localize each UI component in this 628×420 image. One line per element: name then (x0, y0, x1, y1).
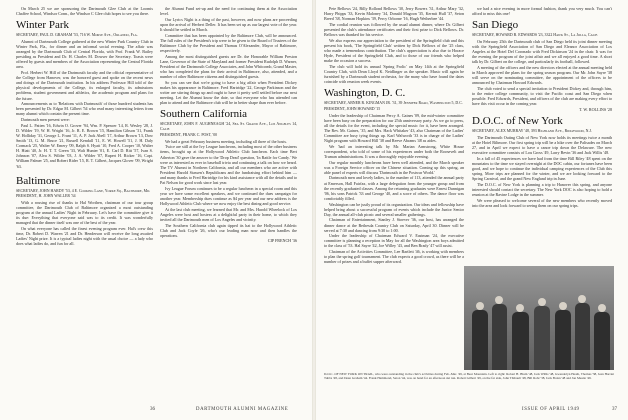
paragraph: The club will hold its annual 'Spring Frolic' on May 14th at the Springfield Country Club, with Dean Lloyd K. Neidlinger as the speaker. Music will again be furnished by a Dartmouth student orchestra, for the many who have found the dates coincide with reunion week events. (324, 63, 464, 85)
photo-caption: D.O.C. OF NEW YORK ON TRAIL, who were outstanding in the club's activities during Feb.-Mar. '49, at Bear Mountain. Left to right: Robert H. Blum '48, Jack Willis '48, Gwendolyn Heath, Thomas '38, Jean Harriet Tubbs '48, and Dean Graham '44. Frank Hammond, Seton '44, was on hand for an afternoon ski run. Robert Gilbert '49, on the far side, John Thibault '48, Bill Rohr '38, Jack Bolan '48 and Jan Meade '49. (324, 372, 614, 380)
person-head (538, 298, 546, 306)
section-dateline: SECRETARY, JOHN HARDY '53, 4 E. Cooking Lane, Yorke Sq., Baltimore, Md. (16, 188, 151, 193)
paragraph: In a fall of 45 experiences we have had from the time Bill Riley '48 spent on the mountains to the time we stayed overnight at the DOC cabin, our fortunes have been good, and we hope to continue the individual camping experiences of the Club this spring. More trips are planned for the winter, and we are looking forward to the Spring Carnival, and the grand New England trip in June. (472, 155, 612, 181)
person-figure (575, 303, 590, 370)
person-head (476, 302, 484, 310)
page-number-left: 36 (150, 407, 155, 412)
paragraph: On February 25th the Dartmouth club of San Diego held its joint dinner meeting with the Springfield Association of San Diego and Eleanor Association of Los Angeles at the Hotel Del Coronado with Fred Dickinson '24 in the chair. It was for the evening the program of the joint affair and we all enjoyed a good time. A short talk by Dr. Gilbert on the college, and particularly its football, followed. (472, 38, 612, 65)
paragraph: We also express our appreciation to the president of the Springfield club and this present his book, 'The Springfield Club' written by Dick Bellows of the '25 class, who made a tremendous contribution. The club's appreciation is also due to Horace Hyde, President of the Springfield Club, and to those of our friends who helped make the occasion a success. (324, 37, 464, 64)
section-heading-doc-new-york: D.O.C. of New York (472, 114, 563, 127)
paragraph: Our Lyrics Night is a thing of the past, however, and now plans are proceeding upon the arrival of Herbert Deller. It has been set up as our largest vote of the year. It should be settled in March. (160, 16, 297, 32)
section-heading-baltimore: Baltimore (16, 174, 60, 187)
paragraph: On what everyone has called the finest evening program ever. Hal's crew this time, Dr. Robert D. Warren '21 and Dr. Henderson will receive the long awaited Ladies' Night prize. It is a typical ladies night with the usual choice — a lady who does what ladies do, and fun for all. (16, 226, 153, 247)
paragraph: The cordial reunion was followed by the usual alumni dinner, where Dr. Gilbert presented the club's attendance certificates and their first prize to Dick Bellows. Dr. Bellows was thanked for his service. (324, 21, 464, 38)
person-head (559, 302, 567, 310)
person-figure (555, 310, 571, 370)
paragraph: Among the most distinguished guests are Dr. the Honorable William Preston Lane, Governor of the State of Maryland and former President Rudolph D. Warner, President of the Dartmouth College Associates, and John Whitcomb, Grand Master, who has completed the plans for their arrival in Baltimore, also, attended, and a number of other Baltimore citizens and distinguished guests. (160, 53, 297, 79)
paragraph: Prof. Herbert W. Hill of the Dartmouth faculty and the official representative of the College from Hanover, was the honored guest and spoke on the recent news and doings of the Dartmouth institution. In his address Professor Hill told of the physical developments of the College, its enlarged faculty, its admissions problems, student government and athletics, the academic program and plans for the future. (16, 70, 153, 101)
section-dateline: SECRETARY, HOWARD B. EDWARDS '23, 3322 Hawk St., La Jolla, Calif. (472, 33, 599, 38)
paragraph: We 'had an interesting talk by Mr. Marian Armstrong, White House correspondent, who told of some of his experiences under both the Roosevelt and Truman administrations. It was a thoroughly enjoyable evening. (324, 143, 464, 159)
section-dateline: PRESIDENT, FRANK C. POST, '00 (160, 132, 218, 137)
paragraph: Chairman of Entertainment, Stanley J. Stoever '36, our host, has arranged the dinner dance at the Bethesda Country Club on Saturday, April 30. Dinner will be served at 7:30 and dancing from 9:30 to 1:00. (324, 217, 464, 233)
paragraph: With a rousing rise of thanks to Hal Worthen, chairman of our tour group committee, the Dartmouth Club of Baltimore organized a most outstanding program at the annual Ladies' Night in February. Let's have the committee give it its due: Everything that everyone said was to its credit. It was wonderfully managed that the dinner itself was one of the best of the year. (16, 199, 153, 226)
person-head (598, 304, 606, 312)
paragraph: Announcements as to 'Relations with Dartmouth' of those hundred students has been presented by Dr. Edgar M. Gilbert '54 who read many interesting letters from many alumni which contain the present time. (16, 101, 153, 117)
paragraph: We were pleased to welcome several of the new members who recently moved into the area and look forward to seeing them on our spring trips. (472, 197, 612, 208)
right-column-1 (324, 6, 464, 404)
person-figure (512, 312, 529, 370)
person-figure (492, 304, 507, 370)
paragraph: Pete Bellows '24, Billy Rollond Bellows '30, Jerry Bowers '31, Arthur Mary '32, Harry Phipps '33, Kevin Maloney '34, Donald Magoon '35, Kermit Hull '37, Seton Breed '38, Norman Hopkins '39, Percy Orborne '16, Hugh Wetherbee '44. (324, 6, 464, 22)
right-column-2 (472, 6, 612, 256)
paragraph: Chairman of the Activities Committee, Lee Bartlett '46, is working with members to plan the spring golf tournament. The club expects a good crowd, as there will be a number of prizes and a buffet supper afterward. (324, 249, 464, 265)
paragraph: A meeting of the officers and the new directors elected at the annual meeting held in March approved the plans for the spring season program. Our Mr. John Sayre '38 will serve on the nominating committee, the appointment of the officers to be announced by Chairman Howard Edwards. (472, 64, 612, 86)
paragraph: Committee that has been appointed by the Baltimore Club, will be announced. The full rules of the President's trip were to be given to the Board of Trustees of the Baltimore Club by the President and Thomas O'Alexander, Mayor of Baltimore, respectively. (160, 32, 297, 53)
person-head (578, 295, 586, 303)
section-dateline: SECRETARY, ALEX MURRAY '48, 393 Highland Ave., Ridgewood, N.J. (472, 128, 592, 133)
section-heading-southern-california: Southern California (160, 108, 248, 121)
signature: T. W. ROLLINS '28 (579, 106, 612, 112)
paragraph: Under the leadership of Chairman Edward V. Eastman '24, the executive committee is planning a reception in May for all the Washington area boys admitted to the class of '53. Hal Sayre '42, Joe Willey '43, and Ben Brady '47 will assist. (324, 233, 464, 249)
paragraph: The Southern California club again tipped its hat to the Hollywood Athletic Club and Jack Coyle '26, who's our leading man now and then handles the operations. (160, 222, 297, 238)
paragraph: We had a great February business meeting, including all three of the hosts. (165, 138, 287, 144)
paragraph: we had a nice evening in more formal fashion, thank you very much. You can't afford to miss this one! (472, 6, 612, 17)
right-page (316, 0, 628, 420)
paragraph: Dartmouth men present were: (21, 117, 70, 123)
left-column-2 (160, 6, 297, 404)
section-heading-washington: Washington, D. C. (324, 87, 406, 100)
paragraph: the Alumni Fund set-up and the need for continuing them at the Association level. (160, 6, 297, 17)
running-footer-right: ISSUE OF APRIL 1949 (522, 407, 580, 412)
left-column-1 (16, 6, 153, 404)
signature: CIP FRENCH '36 (267, 238, 297, 244)
section-dateline: SECRETARY, JOHN F. AUGHNEAGH '24, Sea St. Grand Ave., Los Angeles 14, Calif. (160, 122, 297, 132)
person-figure (594, 312, 610, 370)
paragraph: Paul L. Patten '16, Edwin O. Grover '94, Wm. P. Spencer '14, R. Wesley '28, J. D. Wilder '19, W. H. Wright '16, Jr. R. E. Brown '15, Hamilton Gibson '31, Frank W. Holliday '31, George L. Frunt '11, A. P. Jack Abell '17, Arthur Brown '13, Dow Smith '13, G. M. Bruce '21, Russell Kendall '11, E. W. Howell '51, J. H. Daly Cormack '25, Walter W. Emery '09, Ralph S. Hyatt '10, Fred A. Cooper '10, Walter H. Hiatt '40, Jr. H. T. T. Green '33, Walt Hunter '01, E. Carl D. Ritt '57, Ivan S. Johnson '07, Alva S. Wilder '03, J. A. Wilder '07, Rupert H. Ricker '16, Capt. William Palmer '25, and Robert Rider '15, R. T. Gilbert, Jacques Glover '09, Wright '63. (16, 122, 153, 169)
lead-paragraph: On March 25 we are sponsoring the Dartmouth Glee Club at the Loomis Chaffee School, Windsor Conn., the Windsor C Glee club hopes to see you there. (16, 6, 153, 17)
paragraph: The Dartmouth Outing Club of New York now holds its meetings twice a month at the Hotel Biltmore. Our first spring trip will be a hike over the Palisades on March 27, and in April we expect to have a canoe trip down the Delaware. The new executive committee consists of Lou Gross '49, Larry Bevin '36 and Jack Willis '48. (472, 134, 612, 155)
person-figure (472, 310, 488, 370)
paragraph: Washington can be justly proud of its organization. Our ideas and fellowship have helped bring about a successful program of events which include the Junior Senior Day, the annual all-club picnic and several smaller gatherings. (324, 201, 464, 217)
paragraph: Twice are still at the Ivy League luncheons, including most of the other business items, brought up at the Hollywood Athletic Club luncheon. Each time Bert Atherton '30 gave the answer to the 'Drop Dead' question, 'In Rattle for Candy.' We were as interested as ever in baseball trivia and continuing a talk on how we heard. The TV Alumni in Northern California, and all our members who are active with President Harold Stassen's Republicans and the fundraising effort behind him — and many thanks to Fred Hartridge for his kind assistance with all the details and to Pat Nelson for good work since last year. (160, 144, 297, 185)
section-dateline: PRESIDENT, JOHN HOWARD '15 (324, 106, 381, 111)
section-dateline: SECRETARY, PAUL D. GRAHAM '53, 716 W. Morse Ave., Orlando, Fla. (16, 33, 138, 38)
person-head (495, 296, 503, 304)
running-footer-left: DARTMOUTH ALUMNI MAGAZINE (196, 407, 289, 412)
left-page (0, 0, 312, 420)
paragraph: The D.O.C. of New York is planning a trip to Hanover this spring, and anyone interested should contact the secretary. The New York DOC is also hoping to hold a reunion at the Ravine Lodge in the summer. (472, 181, 612, 197)
section-heading-winter-park: Winter Park (16, 19, 70, 32)
paragraph: Under the leadership of Chairman Percy A. Gaines '09, the mid-winter committee have been busy on the preparation for our 25th anniversary party. As we go to press, all the details for the event, including the special music for it, have been arranged. The Rev. Mr. Gaines, '35, and Mrs. Hack Whitaker '43, also Chairman of the Ladies' Committee are busy tying things up. Karl Walworth '33 is in charge of the Ladies' Night program with Howard Hill '38 and Reeve Abrams '48 as aides. (324, 112, 464, 144)
section-dateline: PRESIDENT, H. JOHN WALLER '34 (16, 194, 76, 199)
paragraph: Our regular monthly luncheons have been well attended, and the March speaker was a Foreign Service officer on the Chinese situation. Coming up this spring, an able panel of experts will discuss 'Dartmouth in the Postwar World.' (324, 159, 464, 175)
group-photo (464, 266, 614, 370)
paragraph: At the last club meeting, we learned that Mr. and Mrs. Harold Wheelock of Los Angeles were host and hostess at a delightful party in their home, to which they invited all the Dartmouth men of Los Angeles and vicinity. (160, 206, 297, 222)
page-number-right: 37 (612, 407, 617, 412)
paragraph: Ivy League Forum continues to be a regular luncheon in a special room and this year we have some excellent speakers, and we continued the dues campaign for another year. Membership dues continue as $4 per year and our new address is the Hollywood Athletic Club where we now enjoy the best dining and good service. (160, 185, 297, 206)
person-figure (534, 306, 550, 370)
paragraph: Dartmouth men and lovely ladies, to the number of 113, attended the annual party at Emerson, Hall Fairfax, with a large delegation from the younger group and from the recently graduated classes. Among the returning graduates were Ernest Dunnigan '06, his sons Patrick '33 and George '40, and a score of others. The dance floor was comfortably filled. (324, 175, 464, 201)
person-head (516, 304, 524, 312)
section-dateline: SECRETARY, ABNER R. KINGMAN JR. '31, 39 Jennifer Road, Washington 5, D.C. (324, 101, 463, 106)
paragraph: The club voted to send a special invitation to President Dickey and, through him, to the entire college community, to visit the Pacific coast and San Diego when possible. Fred Edwards, President, and officers of the club are making every effort to have this visit occur in the coming year. (472, 85, 612, 107)
paragraph: So you can see that we're going to have a big affair when President Dickey makes his appearance in Baltimore. Fred Hartridge '22, George Parkinson and the writer are stirring things up and ought to have it pretty well settled before our next meeting. Let the Alumni know the date, so that everyone who has attended can plan to attend and the Baltimore club will be in better shape than ever before. (160, 79, 297, 106)
paragraph: Alumni of Dartmouth College gathered at the new Winter Park Country Club in Winter Park, Fla., for dinner and an informal social evening. The affair was arranged by the Dartmouth Club of Central Florida, with Prof. Frank W. Bailey presiding as President and Dr. H. Charles M. Dowser the Secretary. Toasts were offered by guests and members of the Association representing the Central Florida area. (16, 38, 153, 70)
section-heading-san-diego: San Diego (472, 19, 519, 32)
